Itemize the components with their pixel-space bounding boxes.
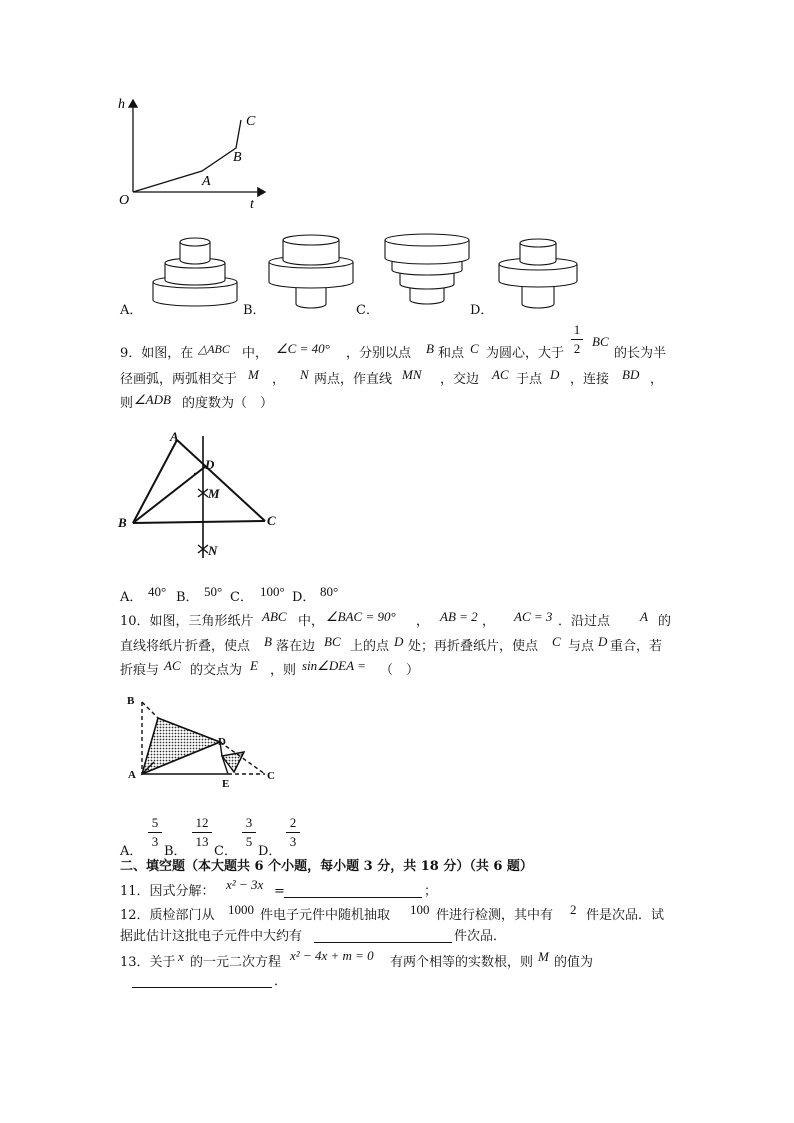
- q10-opt-c: C．: [214, 844, 237, 859]
- q10-intro: 10．如图，三角形纸片: [120, 614, 254, 629]
- q9-point-b: B: [426, 341, 434, 356]
- q11-label: 11．因式分解：: [120, 884, 215, 899]
- q9-fig-label-a: A: [170, 429, 179, 444]
- q10-frac-d: [286, 815, 300, 850]
- q9-opt-b: B．: [176, 590, 199, 605]
- q10-point-d2: D: [598, 634, 608, 649]
- q10-text-jiaodian: 的交点为: [190, 663, 243, 678]
- q12-text-guji: 据此估计这批电子元件中大约有: [120, 929, 303, 944]
- q9-val-b: 50°: [204, 584, 223, 599]
- q10-text-paren: （ ）: [380, 663, 420, 678]
- q10-frac-b-den: 13: [195, 834, 209, 849]
- q8-option-c: C．: [356, 303, 379, 318]
- q9-fig-label-m: M: [208, 486, 220, 501]
- section2-heading: 二、填空题（本大题共 6 个小题，每小题 3 分，共 18 分）（共 6 题）: [120, 859, 533, 874]
- origin-label: O: [119, 193, 130, 208]
- q10-text-zhedie: 直线将纸片折叠，使点: [120, 639, 251, 654]
- q10-opt-b: B．: [164, 844, 187, 859]
- q9-fig-label-c: C: [267, 513, 276, 528]
- q10-point-b: B: [264, 634, 272, 649]
- q11-tail: ；: [424, 884, 438, 899]
- q10-text-shangdedian: 上的点: [350, 639, 390, 654]
- container-d: [496, 236, 582, 312]
- q9-val-a: 40°: [148, 584, 167, 599]
- q13-text-zhiwei: 的值为: [554, 955, 594, 970]
- q10-opt-d: D．: [258, 844, 282, 859]
- q9-bc: BC: [592, 334, 609, 349]
- q9-line2: [120, 367, 680, 390]
- q9-fig-label-d: D: [205, 457, 215, 472]
- q12-text-end: 件次品．: [454, 929, 507, 944]
- q8-option-b: B．: [243, 303, 266, 318]
- q9-text-hedian: 和点: [438, 346, 465, 361]
- q9-point-m: M: [248, 367, 259, 382]
- q9-text-fenbie: ，分别以点: [346, 346, 412, 361]
- q9-text-ze: 则: [120, 396, 134, 411]
- q10-comma1: ，: [416, 614, 430, 629]
- q10-frac-a: [148, 815, 162, 850]
- q8-option-a: A．: [120, 303, 143, 318]
- q12-n100: 100: [410, 902, 430, 917]
- q9-triangle: △ABC: [198, 342, 230, 356]
- q13-text-fangcheng: 的一元二次方程: [190, 955, 282, 970]
- q10-line1: [120, 609, 680, 632]
- q13-intro: 13．关于: [120, 955, 176, 970]
- container-c: [382, 230, 472, 310]
- q10-frac-b: [192, 815, 212, 850]
- q10-text-zaizhedie: 处；再折叠纸片，使点: [408, 639, 539, 654]
- water-level-graph: [110, 92, 280, 212]
- q10-ab: AB = 2: [440, 609, 478, 624]
- q10-line2: [120, 634, 680, 657]
- q10-text-yudian: 与点: [568, 639, 595, 654]
- q12-intro: 12．质检部门从: [120, 908, 215, 923]
- q10-point-a: A: [640, 609, 648, 624]
- q9-text-jiaobian: ，交边: [440, 372, 480, 387]
- q10-text-ze: ，则: [270, 663, 297, 678]
- q10-fig-label-d: D: [218, 736, 226, 748]
- q9-ac: AC: [492, 367, 509, 382]
- q10-text-luozai: 落在边: [276, 639, 316, 654]
- q10-sin-expr: sin∠DEA =: [302, 658, 366, 673]
- container-a: [150, 232, 240, 312]
- q11-line: [120, 877, 520, 902]
- q9-angle-adb: ∠ADB: [134, 392, 171, 407]
- q9-mn: MN: [402, 367, 422, 382]
- q9-point-d: D: [550, 367, 560, 382]
- q10-frac-c-num: 3: [245, 815, 253, 830]
- q12-text-choujian: 件电子元件中随机抽取: [260, 908, 391, 923]
- q10-frac-b-num: 12: [195, 815, 209, 830]
- q10-ac: AC = 3: [514, 609, 553, 624]
- container-b: [266, 232, 356, 312]
- q10-frac-a-num: 5: [151, 815, 159, 830]
- q10-point-e: E: [250, 658, 258, 673]
- q9-intro: 9．如图，在: [120, 346, 194, 361]
- q9-point-c: C: [470, 341, 479, 356]
- q12-n1000: 1000: [228, 902, 254, 917]
- q12-text-jiance: 件进行检测，其中有: [436, 908, 554, 923]
- q10-frac-a-den: 3: [151, 834, 159, 849]
- q12-line2: [120, 929, 680, 947]
- q9-figure: [115, 428, 290, 563]
- q9-text-zuozhixian: 两点，作直线: [314, 372, 393, 387]
- q9-text-yuanxin: 为圆心，大于: [486, 346, 565, 361]
- point-b-label: B: [233, 150, 242, 165]
- q9-comma-m: ，: [272, 372, 286, 387]
- q10-point-c: C: [552, 634, 561, 649]
- q12-text-cipin: 件是次品．试: [586, 908, 665, 923]
- q10-fig-label-c: C: [267, 770, 275, 782]
- q9-fig-label-b: B: [118, 515, 127, 530]
- q9-bd: BD: [622, 367, 640, 382]
- q10-text-de: 的: [658, 614, 672, 629]
- q10-line3: [120, 658, 680, 681]
- q9-half-fraction: [571, 322, 583, 357]
- q13-line2: [132, 974, 432, 992]
- q10-ac-var: AC: [164, 658, 181, 673]
- q9-comma-end: ，: [650, 372, 664, 387]
- q10-figure: [120, 690, 285, 790]
- q12-n2: 2: [570, 902, 577, 917]
- q13-text-shugen: 有两个相等的实数根，则: [390, 955, 534, 970]
- point-c-label: C: [246, 114, 256, 129]
- q9-text-dushu: 的度数为（ ）: [182, 396, 274, 411]
- q9-opt-d: D．: [292, 590, 316, 605]
- q9-text-huahu: 径画弧，两弧相交于: [120, 372, 238, 387]
- axis-h-label: h: [118, 97, 125, 112]
- q13-equation: x² − 4x + m = 0: [290, 948, 374, 963]
- q11-answer-blank[interactable]: [284, 884, 422, 898]
- q9-point-n: N: [300, 367, 309, 382]
- q12-answer-blank[interactable]: [314, 929, 452, 943]
- q9-fig-label-n: N: [208, 543, 218, 558]
- q10-fig-label-b: B: [127, 695, 135, 707]
- q9-text-lianjie: ，连接: [570, 372, 610, 387]
- q9-opt-a: A．: [120, 590, 143, 605]
- axis-t-label: t: [250, 197, 254, 212]
- q9-half-num: 1: [573, 322, 581, 337]
- q10-frac-c-den: 5: [245, 834, 253, 849]
- q10-text-zhong: 中，: [298, 614, 325, 629]
- q11-expr: x² − 3x: [226, 877, 264, 892]
- q13-line1: [120, 948, 680, 973]
- q9-options: [120, 584, 420, 608]
- q9-text-yudian: 于点: [516, 372, 543, 387]
- q9-half-den: 2: [573, 341, 581, 356]
- q9-angle-c: ∠C = 40°: [276, 341, 330, 356]
- q8-option-d: D．: [470, 303, 494, 318]
- q10-text-chonghe: 重合，若: [610, 639, 663, 654]
- q10-frac-c: [242, 815, 256, 850]
- q10-frac-d-den: 3: [289, 834, 297, 849]
- q10-comma2: ，: [482, 614, 496, 629]
- q9-line1: [120, 334, 680, 364]
- q9-opt-c: C．: [230, 590, 253, 605]
- q10-fig-label-a: A: [128, 769, 136, 781]
- q10-text-zhehen: 折痕与: [120, 663, 160, 678]
- q10-frac-d-num: 2: [289, 815, 297, 830]
- q13-answer-blank[interactable]: [132, 974, 272, 988]
- q10-fig-label-e: E: [222, 778, 230, 790]
- q9-val-d: 80°: [320, 584, 339, 599]
- q10-abc: ABC: [262, 609, 287, 624]
- q11-eq: =: [274, 884, 285, 899]
- q9-line3: [120, 392, 420, 414]
- q10-point-d: D: [394, 634, 404, 649]
- q12-line1: [120, 902, 680, 926]
- q10-angle-bac: ∠BAC = 90°: [326, 609, 396, 624]
- q13-var-m: M: [538, 949, 549, 964]
- q10-opt-a: A．: [120, 844, 143, 859]
- q13-var-x: x: [178, 949, 184, 964]
- q9-text-zhong: 中，: [242, 346, 269, 361]
- q13-tail: ．: [274, 974, 288, 989]
- q10-bc: BC: [324, 634, 341, 649]
- graph-line: [133, 120, 241, 192]
- q10-text-yanguo: ．沿过点: [558, 614, 611, 629]
- q9-text-changwei: 的长为半: [614, 346, 667, 361]
- point-a-label: A: [202, 174, 211, 189]
- q9-val-c: 100°: [260, 584, 285, 599]
